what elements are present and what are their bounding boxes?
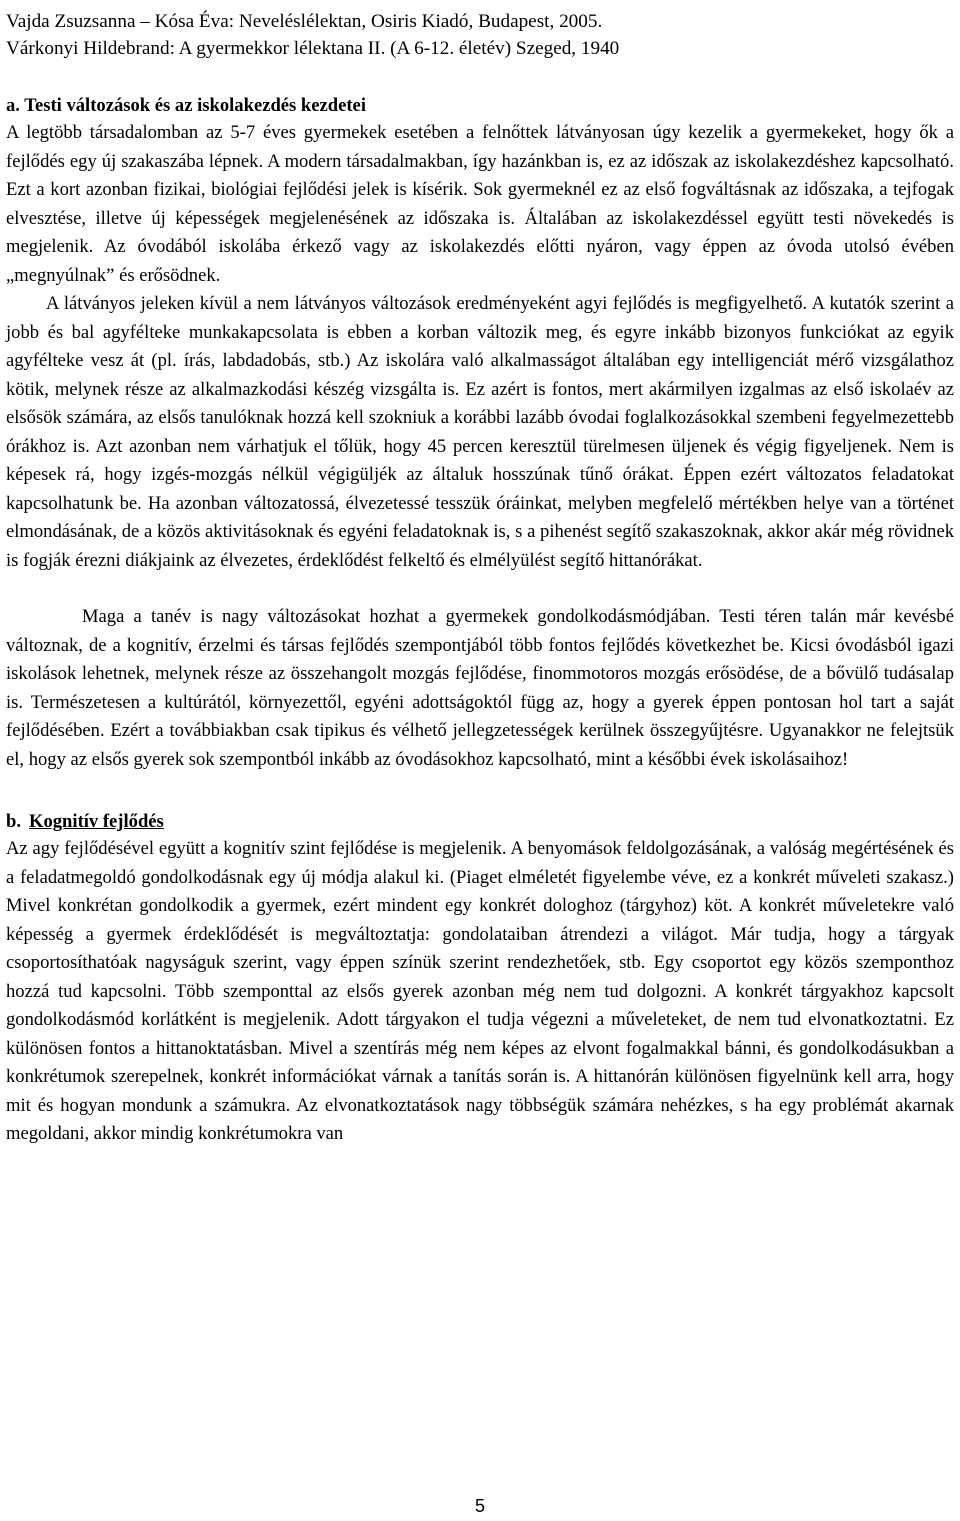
section-b-heading [6,808,954,835]
document-page [6,8,954,1149]
page-number: 5 [474,1496,485,1516]
section-b-paragraph: Az agy fejlődésével együtt a kognitív szint fejlődése is megjelenik. A benyomások feldolgozásának, a valóság megértésének és a feladatmegoldó gondolkodásnak egy új módja alakul ki. (Piaget elméletét figyelembe véve, ez a konkrét műveleti szakasz.) Mivel konkrétan gondolkodik a gyermek, ezért mindent egy konkrét dologhoz (tárgyhoz) köt. A konkrét műveletekre való képesség a gyermek érdeklődését is megváltoztatja: gondolataiban átrendezi a világot. Már tudja, hogy a tárgyak csoportosíthatóak nagyságuk szerint, vagy éppen színük szerint rendezhetőek, stb. Egy csoportot egy közös szemponthoz hozzá tud kapcsolni. Több szemponttal az elsős gyerek azonban még nem tud dolgozni. A konkrét tárgyakhoz kapcsolt gondolkodásmód korlátként is megjelenik. Adott tárgyakon el tudja végezni a műveleteket, de nem tud elvonatkoztatni. Ez különösen fontos a hittanoktatásban. Mivel a szentírás még nem képes az elvont fogalmakkal bánni, és gondolkodásukban a konkrétumok szerepelnek, konkrét információkat várnak a tanítás során is. A hittanórán különösen figyelnünk kell arra, hogy mit és hogyan mondunk a számukra. Az elvonatkoztatások nagy többségük számára nehézkes, s ha egy problémát akarnak megoldani, akkor mindig konkrétumokra van [6,838,954,1144]
reference-item: Várkonyi Hildebrand: A gyermekkor lélektana II. (A 6-12. életév) Szeged, 1940 [6,38,620,59]
section-b-number: b. [6,811,21,832]
reference-item: Vajda Zsuzsanna – Kósa Éva: Neveléslélektan, Osiris Kiadó, Budapest, 2005. [6,11,603,32]
section-a-heading: a. Testi változások és az iskolakezdés kezdetei [6,95,366,116]
section-a-paragraph: A látványos jeleken kívül a nem látványos változások eredményeként agyi fejlődés is megfigyelhető. A kutatók szerint a jobb és bal agyfélteke munkakapcsolata is ebben a korban változik meg, és egyre inkább bizonyos funkciókat az egyik agyfélteke vesz át (pl. írás, labdadobás, stb.) Az iskolára való alkalmasságot általában egy intelligenciát mérő vizsgálathoz kötik, melynek része az alkalmazkodási készég vizsgálta is. Ez azért is fontos, mert akármilyen izgalmas az első iskolaév az elsősök számára, az elsős tanulóknak hozzá kell szokniuk a korábbi lazább óvodai foglalkozásokkal szembeni fegyelmezettebb órákhoz is. Azt azonban nem várhatjuk el tőlük, hogy 45 percen keresztül türelmesen üljenek és végig figyeljenek. Nem is képesek rá, hogy izgés-mozgás nélkül végigüljék az általuk hosszúnak tűnő órákat. Éppen ezért változatos feladatokat kapcsolhatunk be. Ha azonban változatossá, élvezetessé tesszük óráinkat, melyben megfelelő mértékben helye van a történet elmondásának, de a közös aktivitásoknak és egyéni feladatoknak is, s a pihenést segítő szakaszoknak, akkor akár még rövidnek is fogják érezni diákjaink az élvezetes, érdeklődést felkeltő és elmélyülést segítő hittanórákat. [6,293,954,571]
spacer [6,575,954,603]
section-b-title: Kognitív fejlődés [29,811,164,832]
section-a-paragraph: Maga a tanév is nagy változásokat hozhat a gyermekek gondolkodásmódjában. Testi téren talán már kevésbé változnak, de a kognitív, érzelmi és társas fejlődés szempontjából több fontos fejlődés következhet be. Kicsi óvodásból igazi iskolások lehetnek, melynek része az összehangolt mozgás fejlődése, finommotoros mozgás erősödése, de a bővülő tudásalap is. Természetesen a kultúrától, környezettől, egyéni adottságoktól függ az, hogy a gyerek éppen pontosan hol tart a saját fejlődésében. Ezért a továbbiakban csak tipikus és vélhető jellegzetességek kerülnek összegyűjtésre. Ugyanakkor ne felejtsük el, hogy az elsős gyerek sok szempontból inkább az óvodásokhoz kapcsolható, mint a későbbi évek iskolásaihoz! [6,606,954,770]
spacer [6,774,954,808]
spacer [6,62,954,92]
reference-list [6,8,954,62]
section-a-paragraph: A legtöbb társadalomban az 5-7 éves gyermekek esetében a felnőttek látványosan úgy kezelik a gyermekeket, hogy ők a fejlődés egy új szakaszába lépnek. A modern társadalmakban, így hazánkban is, ez az időszak az iskolakezdéshez kapcsolható. Ezt a kort azonban fizikai, biológiai fejlődési jelek is kísérik. Sok gyermeknél ez az első fogváltásnak az időszaka, a tejfogak elvesztése, illetve új képességek megjelenésének az időszaka is. Általában az iskolakezdéssel együtt testi növekedés is megjelenik. Az óvodából iskolába érkező vagy az iskolakezdés előtti nyáron, vagy éppen az óvoda utolsó évében „megnyúlnak” és erősödnek. [6,122,954,286]
